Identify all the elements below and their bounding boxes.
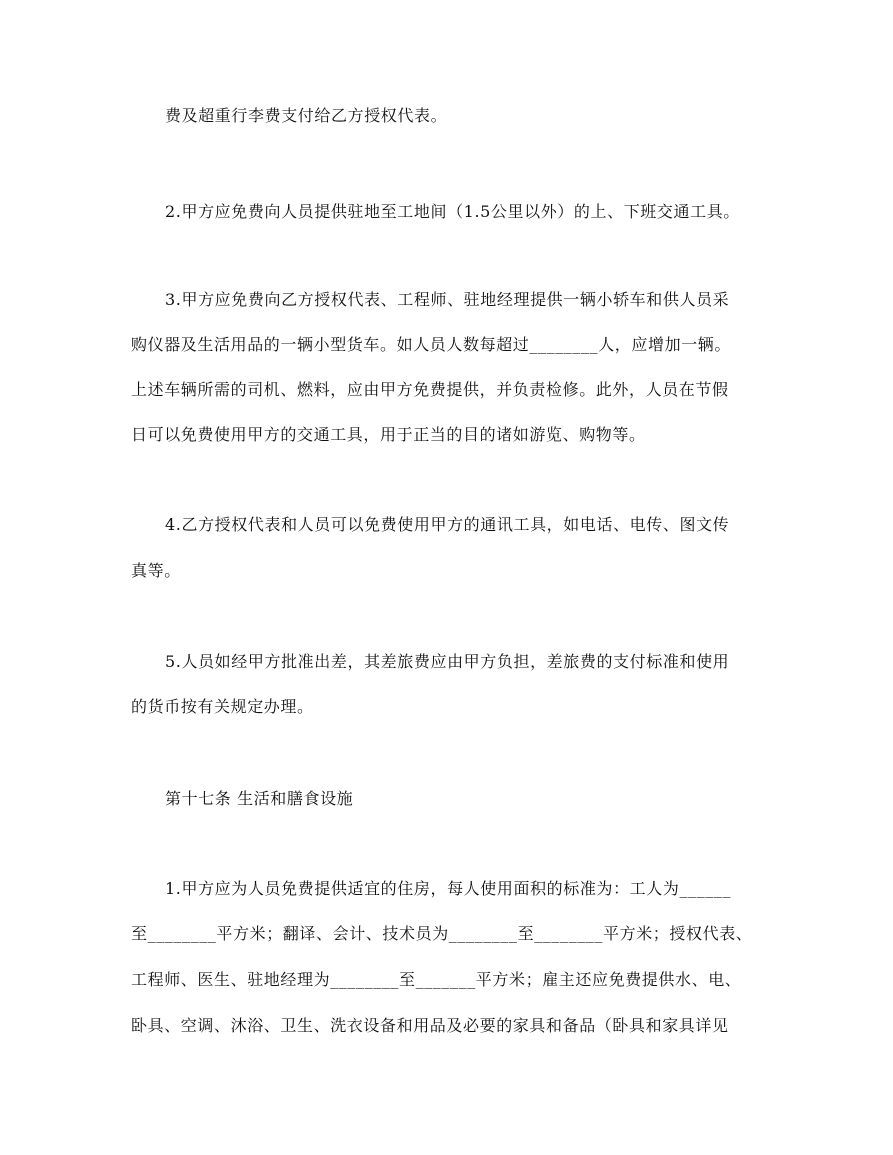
clause-2-line: 2.甲方应免费向人员提供驻地至工地间（1.5公里以外）的上、下班交通工具。 <box>165 202 740 221</box>
clause-3-line: 3.甲方应免费向乙方授权代表、工程师、驻地经理提供一辆小轿车和供人员采 <box>165 290 730 309</box>
clause-1-line: 至________平方米；翻译、会计、技术员为________至________平方米；授权代表、 <box>131 924 753 943</box>
clause-4-line: 4.乙方授权代表和人员可以免费使用甲方的通讯工具，如电话、电传、图文传 <box>165 515 730 534</box>
clause-3-line: 上述车辆所需的司机、燃料，应由甲方免费提供，并负责检修。此外，人员在节假 <box>131 380 729 399</box>
clause-1-line: 卧具、空调、沐浴、卫生、洗衣设备和用品及必要的家具和备品（卧具和家具详见 <box>131 1016 729 1035</box>
clause-3-line: 日可以免费使用甲方的交通工具，用于正当的目的诸如游览、购物等。 <box>131 425 646 444</box>
clause-1-line: 工程师、医生、驻地经理为________至_______平方米；雇主还应免费提供水、电、 <box>131 970 742 989</box>
article-heading: 第十七条 生活和膳食设施 <box>165 789 354 808</box>
clause-5-line: 5.人员如经甲方批准出差，其差旅费应由甲方负担，差旅费的支付标准和使用 <box>165 652 730 671</box>
clause-4-line: 真等。 <box>131 561 181 580</box>
clause-3-line: 购仪器及生活用品的一辆小型货车。如人员人数每超过________人，应增加一辆。 <box>131 335 732 354</box>
paragraph-line: 费及超重行李费支付给乙方授权代表。 <box>165 106 448 125</box>
clause-5-line: 的货币按有关规定办理。 <box>131 697 314 716</box>
clause-1-line: 1.甲方应为人员免费提供适宜的住房，每人使用面积的标准为：工人为______ <box>165 879 732 898</box>
